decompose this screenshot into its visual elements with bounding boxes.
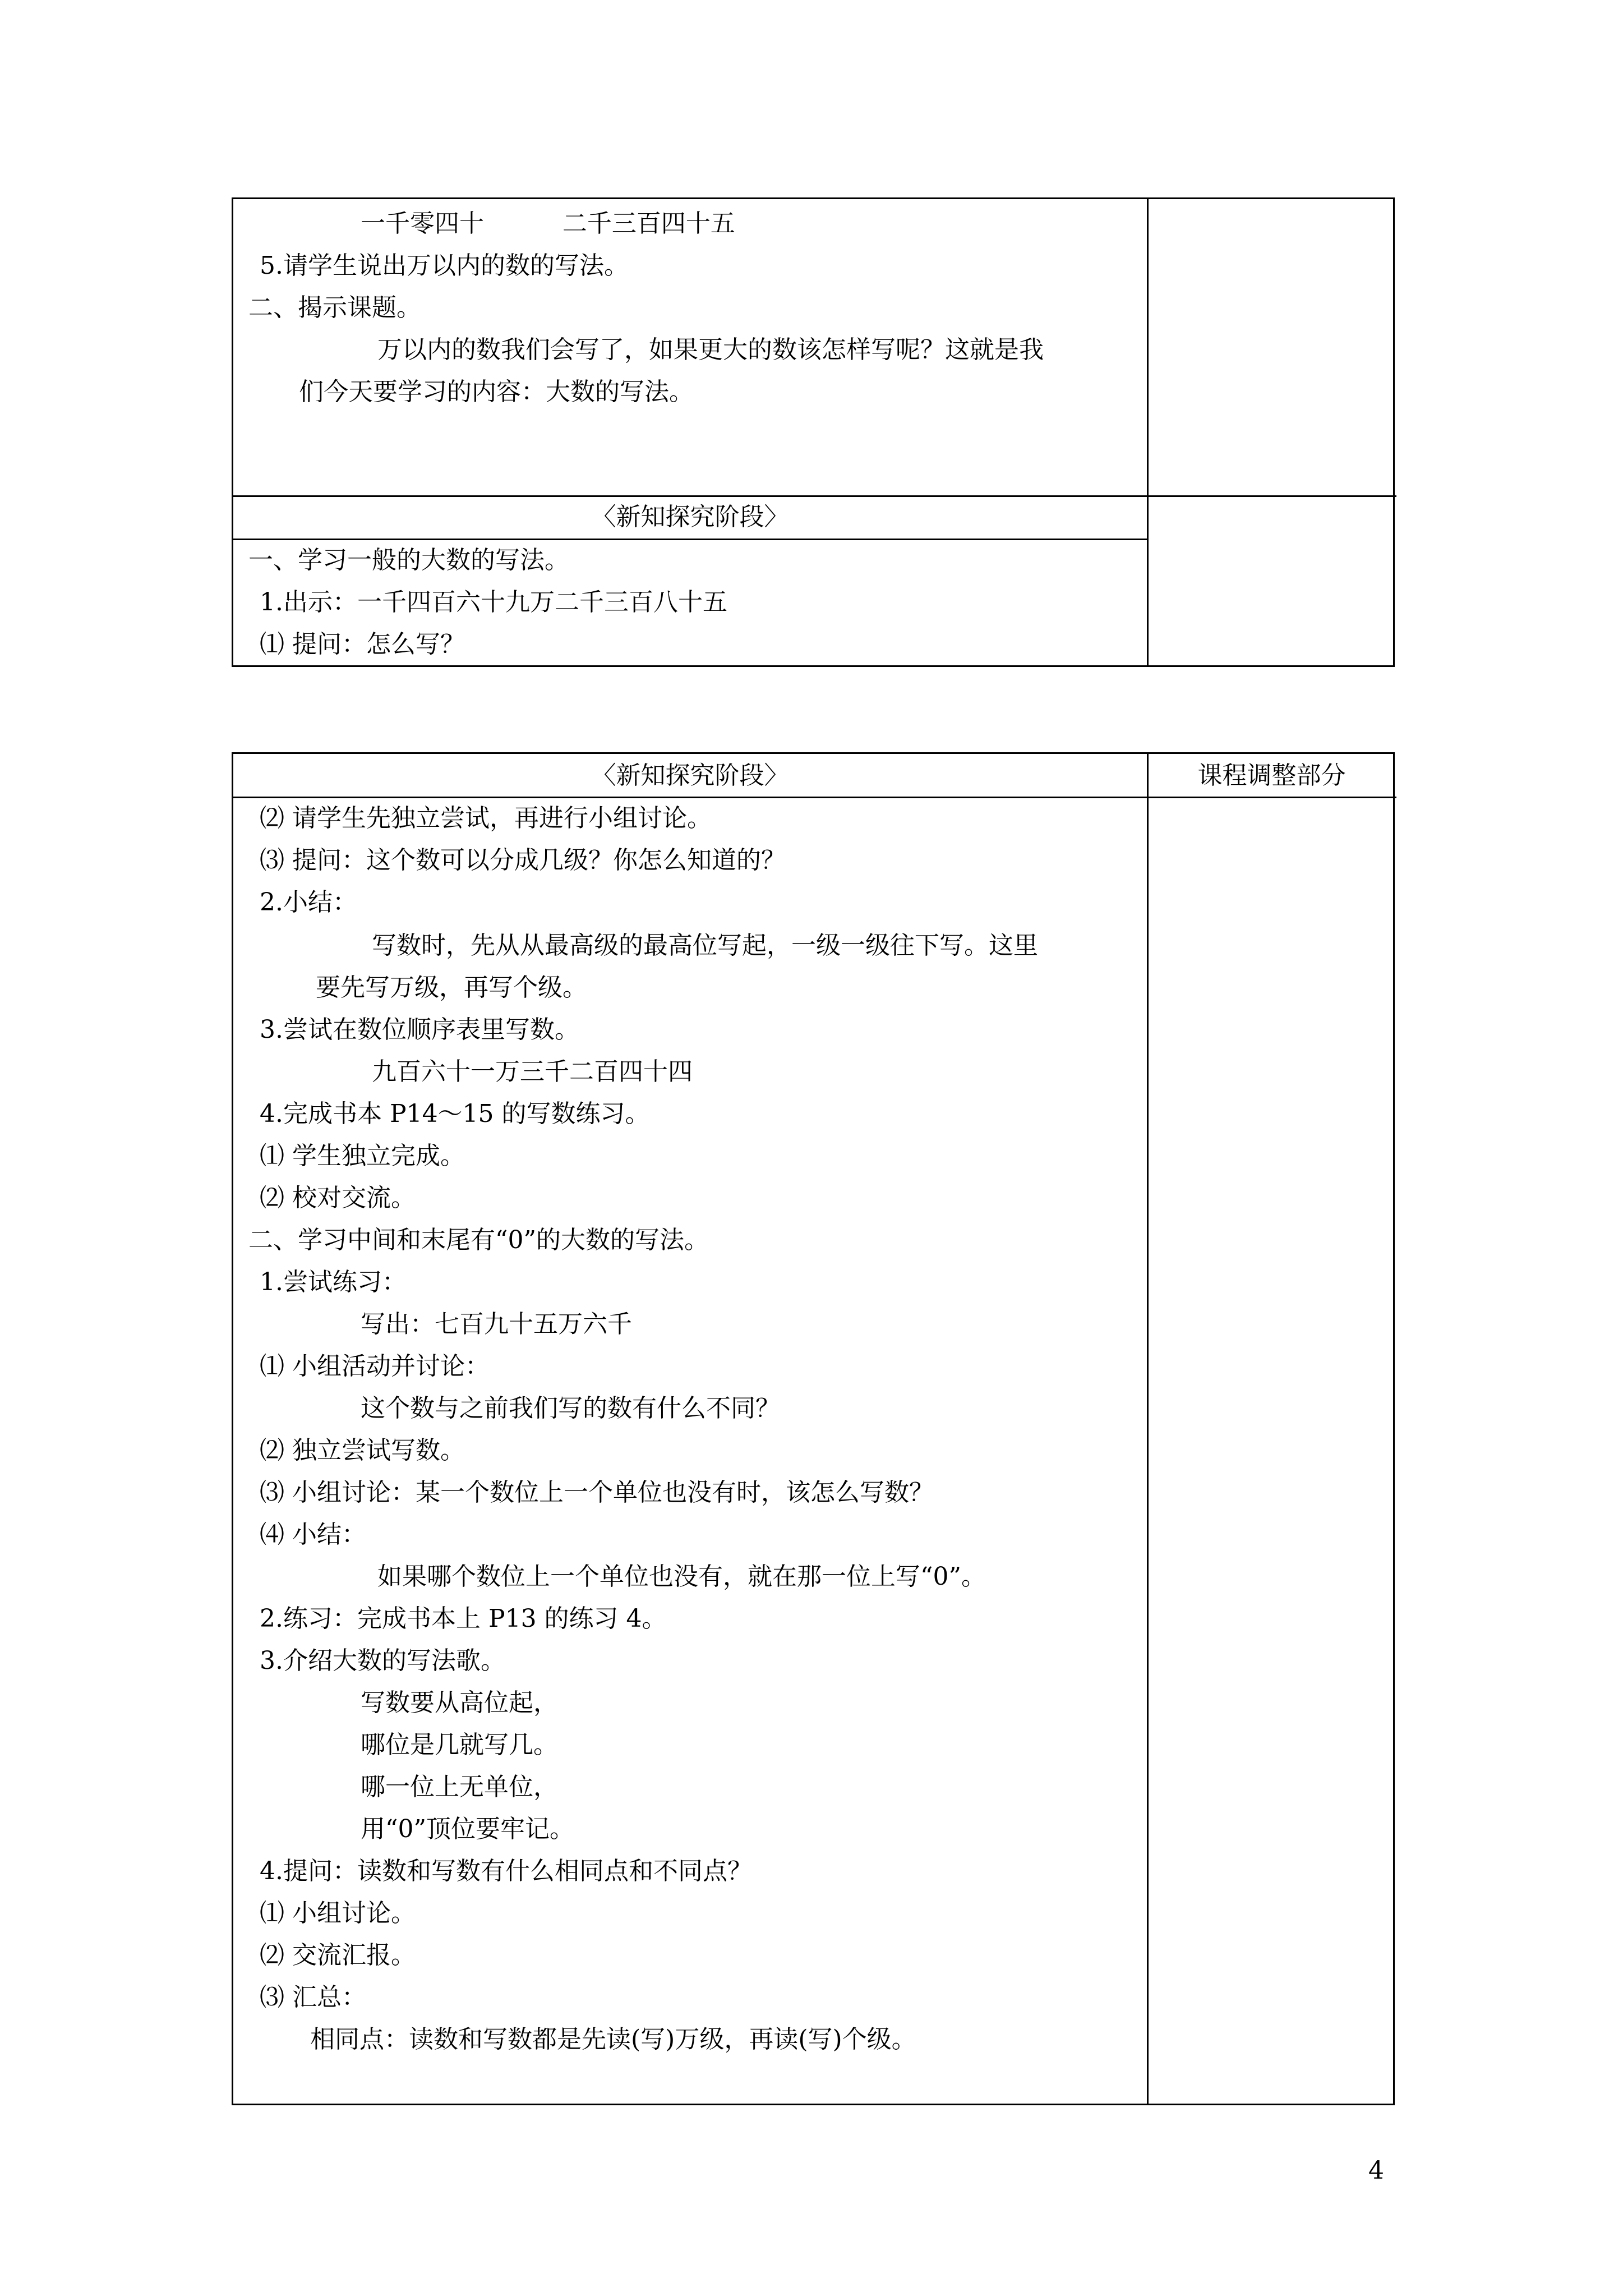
text-line: 4.完成书本 P14～15 的写数练习。 — [260, 1099, 650, 1128]
text-line: ⑶ 提问：这个数可以分成几级？你怎么知道的？ — [260, 846, 786, 875]
text-line: 一、学习一般的大数的写法。 — [248, 546, 569, 574]
text-line: ⑷ 小结： — [260, 1520, 366, 1549]
text-line: 4.提问：读数和写数有什么相同点和不同点？ — [260, 1857, 752, 1885]
page-number: 4 — [1368, 2156, 1384, 2185]
text-line: 1.出示：一千四百六十九万二千三百八十五 — [260, 588, 727, 616]
text-line: 2.小结： — [260, 888, 357, 917]
text-line: 一千零四十 二千三百四十五 — [361, 209, 735, 238]
text-line: 1.尝试练习： — [260, 1268, 407, 1296]
text-line: 九百六十一万三千二百四十四 — [372, 1057, 693, 1086]
text-line: 万以内的数我们会写了，如果更大的数该怎样写呢？这就是我 — [377, 335, 1044, 364]
text-line: ⑴ 学生独立完成。 — [260, 1142, 465, 1170]
text-line: ⑶ 小组讨论：某一个数位上一个单位也没有时，该怎么写数？ — [260, 1478, 934, 1507]
text-line: 哪位是几就写几。 — [361, 1731, 558, 1759]
lesson-table-top — [232, 197, 1395, 667]
column-divider — [1147, 754, 1149, 2104]
text-line: 2.练习：完成书本上 P13 的练习 4。 — [260, 1604, 667, 1633]
text-line: 要先写万级，再写个级。 — [316, 973, 587, 1002]
text-line: ⑶ 汇总： — [260, 1983, 366, 2012]
text-line: 二、学习中间和末尾有“0”的大数的写法。 — [248, 1226, 709, 1254]
text-line: ⑵ 交流汇报。 — [260, 1941, 416, 1970]
text-line: 3.尝试在数位顺序表里写数。 — [260, 1015, 579, 1044]
text-line: ⑴ 小组活动并讨论： — [260, 1352, 490, 1381]
text-line: 5.请学生说出万以内的数的写法。 — [260, 251, 629, 280]
lesson-table-bottom — [232, 752, 1395, 2105]
section-header: 〈新知探究阶段〉 — [591, 503, 789, 531]
section-header: 〈新知探究阶段〉 — [591, 761, 789, 790]
text-line: 写出：七百九十五万六千 — [361, 1310, 632, 1338]
text-line: 二、揭示课题。 — [248, 293, 421, 322]
text-line: ⑵ 请学生先独立尝试，再进行小组讨论。 — [260, 804, 712, 832]
text-line: 这个数与之前我们写的数有什么不同？ — [361, 1394, 780, 1423]
text-line: ⑴ 小组讨论。 — [260, 1899, 416, 1927]
text-line: 用“0”顶位要牢记。 — [361, 1815, 574, 1843]
text-line: 写数要从高位起， — [361, 1688, 558, 1717]
text-line: 3.介绍大数的写法歌。 — [260, 1646, 505, 1675]
text-line: 们今天要学习的内容：大数的写法。 — [299, 378, 694, 406]
column-header-adjustment: 课程调整部分 — [1197, 761, 1346, 790]
column-divider — [1147, 199, 1149, 665]
header-divider — [233, 797, 1396, 798]
row-divider — [233, 495, 1396, 497]
text-line: ⑴ 提问：怎么写？ — [260, 630, 465, 659]
text-line: 如果哪个数位上一个单位也没有，就在那一位上写“0”。 — [377, 1562, 986, 1591]
text-line: 哪一位上无单位， — [361, 1773, 558, 1801]
row-divider — [233, 539, 1147, 540]
text-line: 相同点：读数和写数都是先读(写)万级，再读(写)个级。 — [310, 2025, 916, 2054]
text-line: ⑵ 独立尝试写数。 — [260, 1436, 465, 1465]
text-line: ⑵ 校对交流。 — [260, 1184, 416, 1212]
text-line: 写数时，先从从最高级的最高位写起，一级一级往下写。这里 — [372, 931, 1038, 960]
